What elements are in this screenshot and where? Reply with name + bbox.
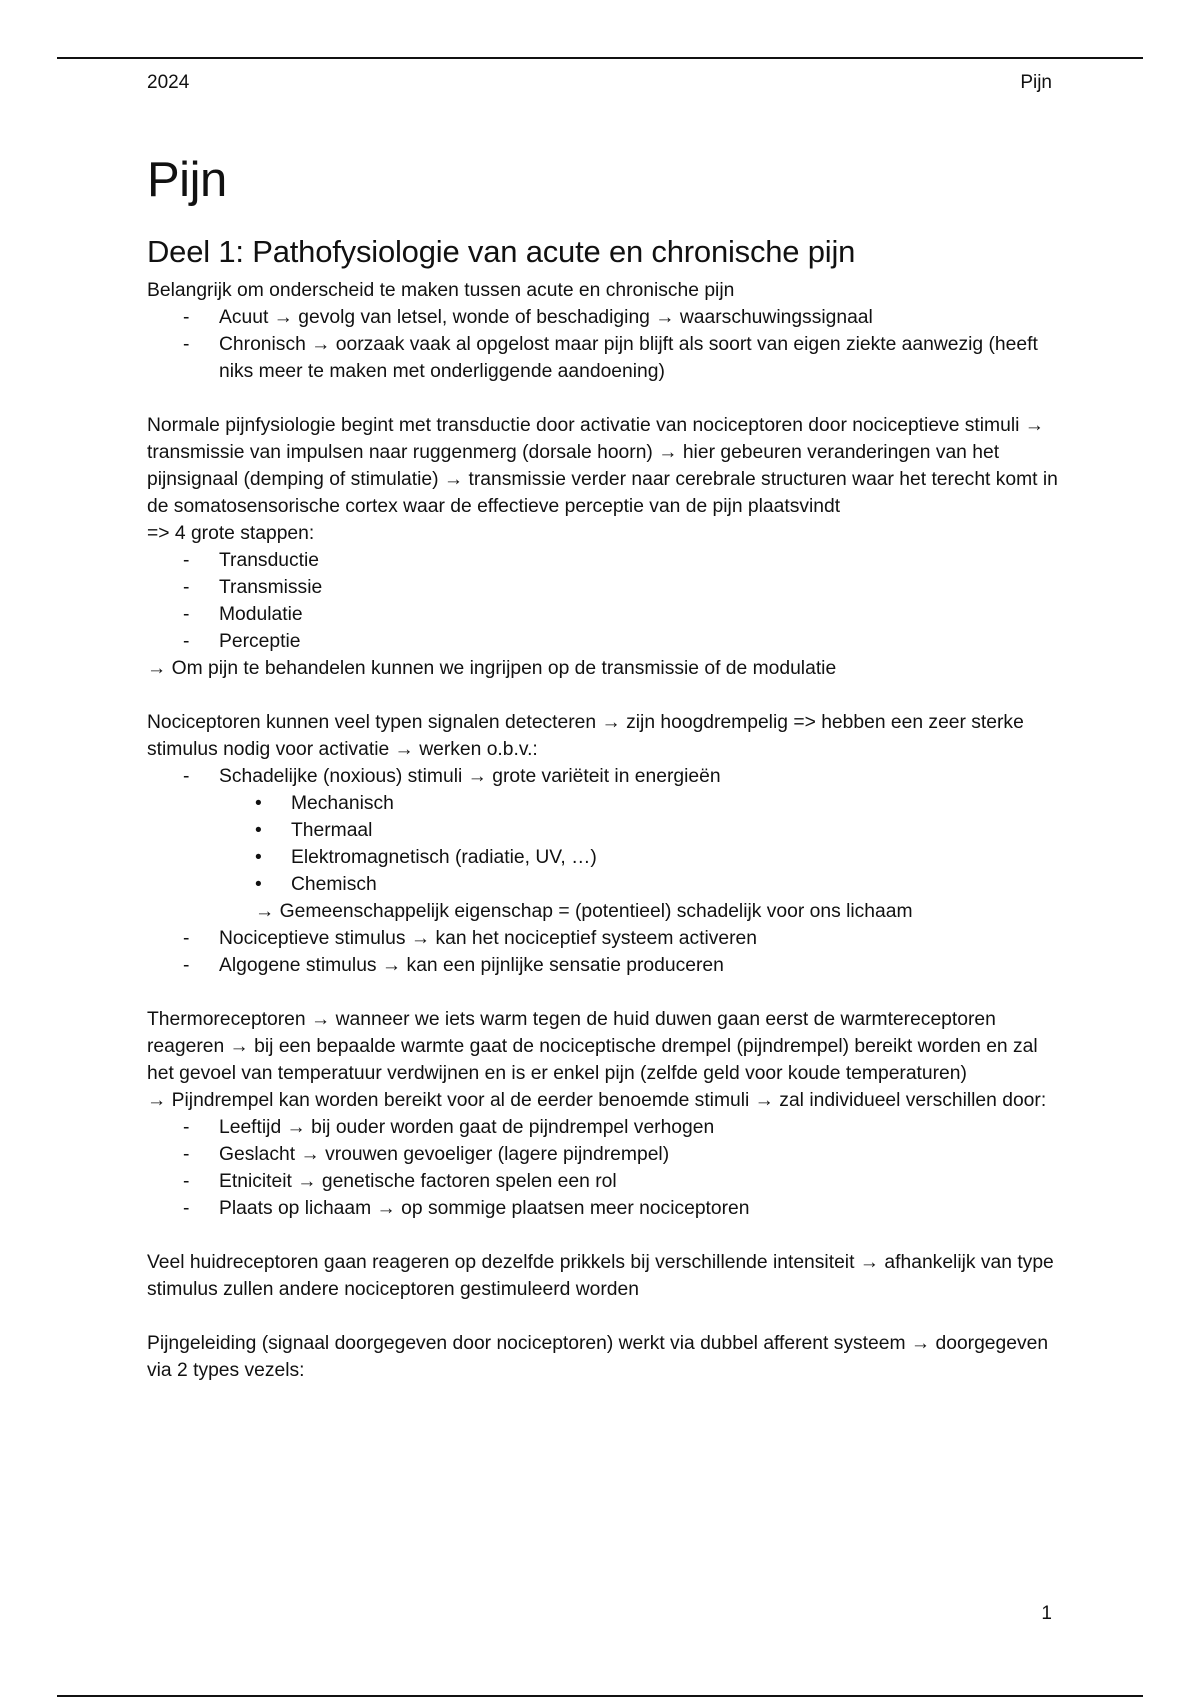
list-item: - Plaats op lichaam → op sommige plaatsen meer nociceptoren [219,1195,1067,1222]
threshold-list [147,1114,1067,1222]
thermo-paragraph: Thermoreceptoren → wanneer we iets warm tegen de huid duwen gaan eerst de warmtereceptoren reageren → bij een bepaalde warmte gaat de nociceptische drempel (pijndrempel) bereikt worden en zal het gevoel van temperatuur verdwijnen en is er enkel pijn (zelfde geld voor koude temperaturen) [147,1009,1038,1084]
list-item: - Leeftijd → bij ouder worden gaat de pijndrempel verhogen [219,1114,1067,1141]
nociceptors-paragraph: Nociceptoren kunnen veel typen signalen detecteren → zijn hoogdrempelig => hebben een zeer sterke stimulus nodig voor activatie → werken o.b.v.: [147,712,1024,760]
skin-paragraph: Veel huidreceptoren gaan reageren op dezelfde prikkels bij verschillende intensiteit → afhankelijk van type stimulus zullen andere nociceptoren gestimuleerd worden [147,1252,1054,1300]
list-item: - Acuut → gevolg van letsel, wonde of beschadiging → waarschuwingssignaal [219,304,1067,331]
section-heading: Deel 1: Pathofysiologie van acute en chronische pijn [147,234,856,269]
list-item-text: Schadelijke (noxious) stimuli → grote variëteit in energieën [219,766,721,787]
steps-intro: => 4 grote stappen: [147,523,315,544]
list-item: - Chronisch → oorzaak vaak al opgelost maar pijn blijft als soort van eigen ziekte aanwezig (heeft niks meer te maken met onderliggende aandoening) [219,331,1067,385]
list-item: - Geslacht → vrouwen gevoeliger (lagere pijndrempel) [219,1141,1067,1168]
list-item: • Chemisch [291,871,1067,898]
physiology-conclusion: → Om pijn te behandelen kunnen we ingrijpen op de transmissie of de modulatie [147,658,837,679]
list-item: - Algogene stimulus → kan een pijnlijke sensatie produceren [219,952,1067,979]
list-item: • Thermaal [291,817,1067,844]
list-item: - Perceptie [219,628,1067,655]
header-title: Pijn [1020,72,1052,93]
steps-list [147,547,1067,655]
footer-rule [57,1695,1143,1697]
nociceptors-list [147,763,1067,979]
common-property: → Gemeenschappelijk eigenschap = (potentieel) schadelijk voor ons lichaam [255,901,913,922]
energies-list [219,790,1067,898]
page-number: 1 [1041,1603,1052,1624]
header-year: 2024 [147,72,190,93]
list-item: - Nociceptieve stimulus → kan het nociceptief systeem activeren [219,925,1067,952]
intro-paragraph: Belangrijk om onderscheid te maken tussen acute en chronische pijn [147,280,735,301]
list-item: - Transmissie [219,574,1067,601]
list-item: • Mechanisch [291,790,1067,817]
threshold-paragraph: → Pijndrempel kan worden bereikt voor al de eerder benoemde stimuli → zal individueel verschillen door: [147,1090,1047,1111]
list-item: - Etniciteit → genetische factoren spelen een rol [219,1168,1067,1195]
physiology-paragraph: Normale pijnfysiologie begint met transductie door activatie van nociceptoren door nociceptieve stimuli → transmissie van impulsen naar ruggenmerg (dorsale hoorn) → hier gebeuren veranderingen van het pijnsignaal (demping of stimulatie) → transmissie verder naar cerebrale structuren waar het terecht komt in de somatosensorische cortex waar de effectieve perceptie van de pijn plaatsvindt [147,415,1058,517]
list-item [219,763,1067,925]
list-item: • Elektromagnetisch (radiatie, UV, …) [291,844,1067,871]
intro-list [147,304,1067,385]
list-item: - Transductie [219,547,1067,574]
header-rule [57,57,1143,59]
conduction-paragraph: Pijngeleiding (signaal doorgegeven door nociceptoren) werkt via dubbel afferent systeem → doorgegeven via 2 types vezels: [147,1333,1049,1381]
document-body [147,150,1067,1384]
list-item: - Modulatie [219,601,1067,628]
document-title: Pijn [147,153,227,207]
